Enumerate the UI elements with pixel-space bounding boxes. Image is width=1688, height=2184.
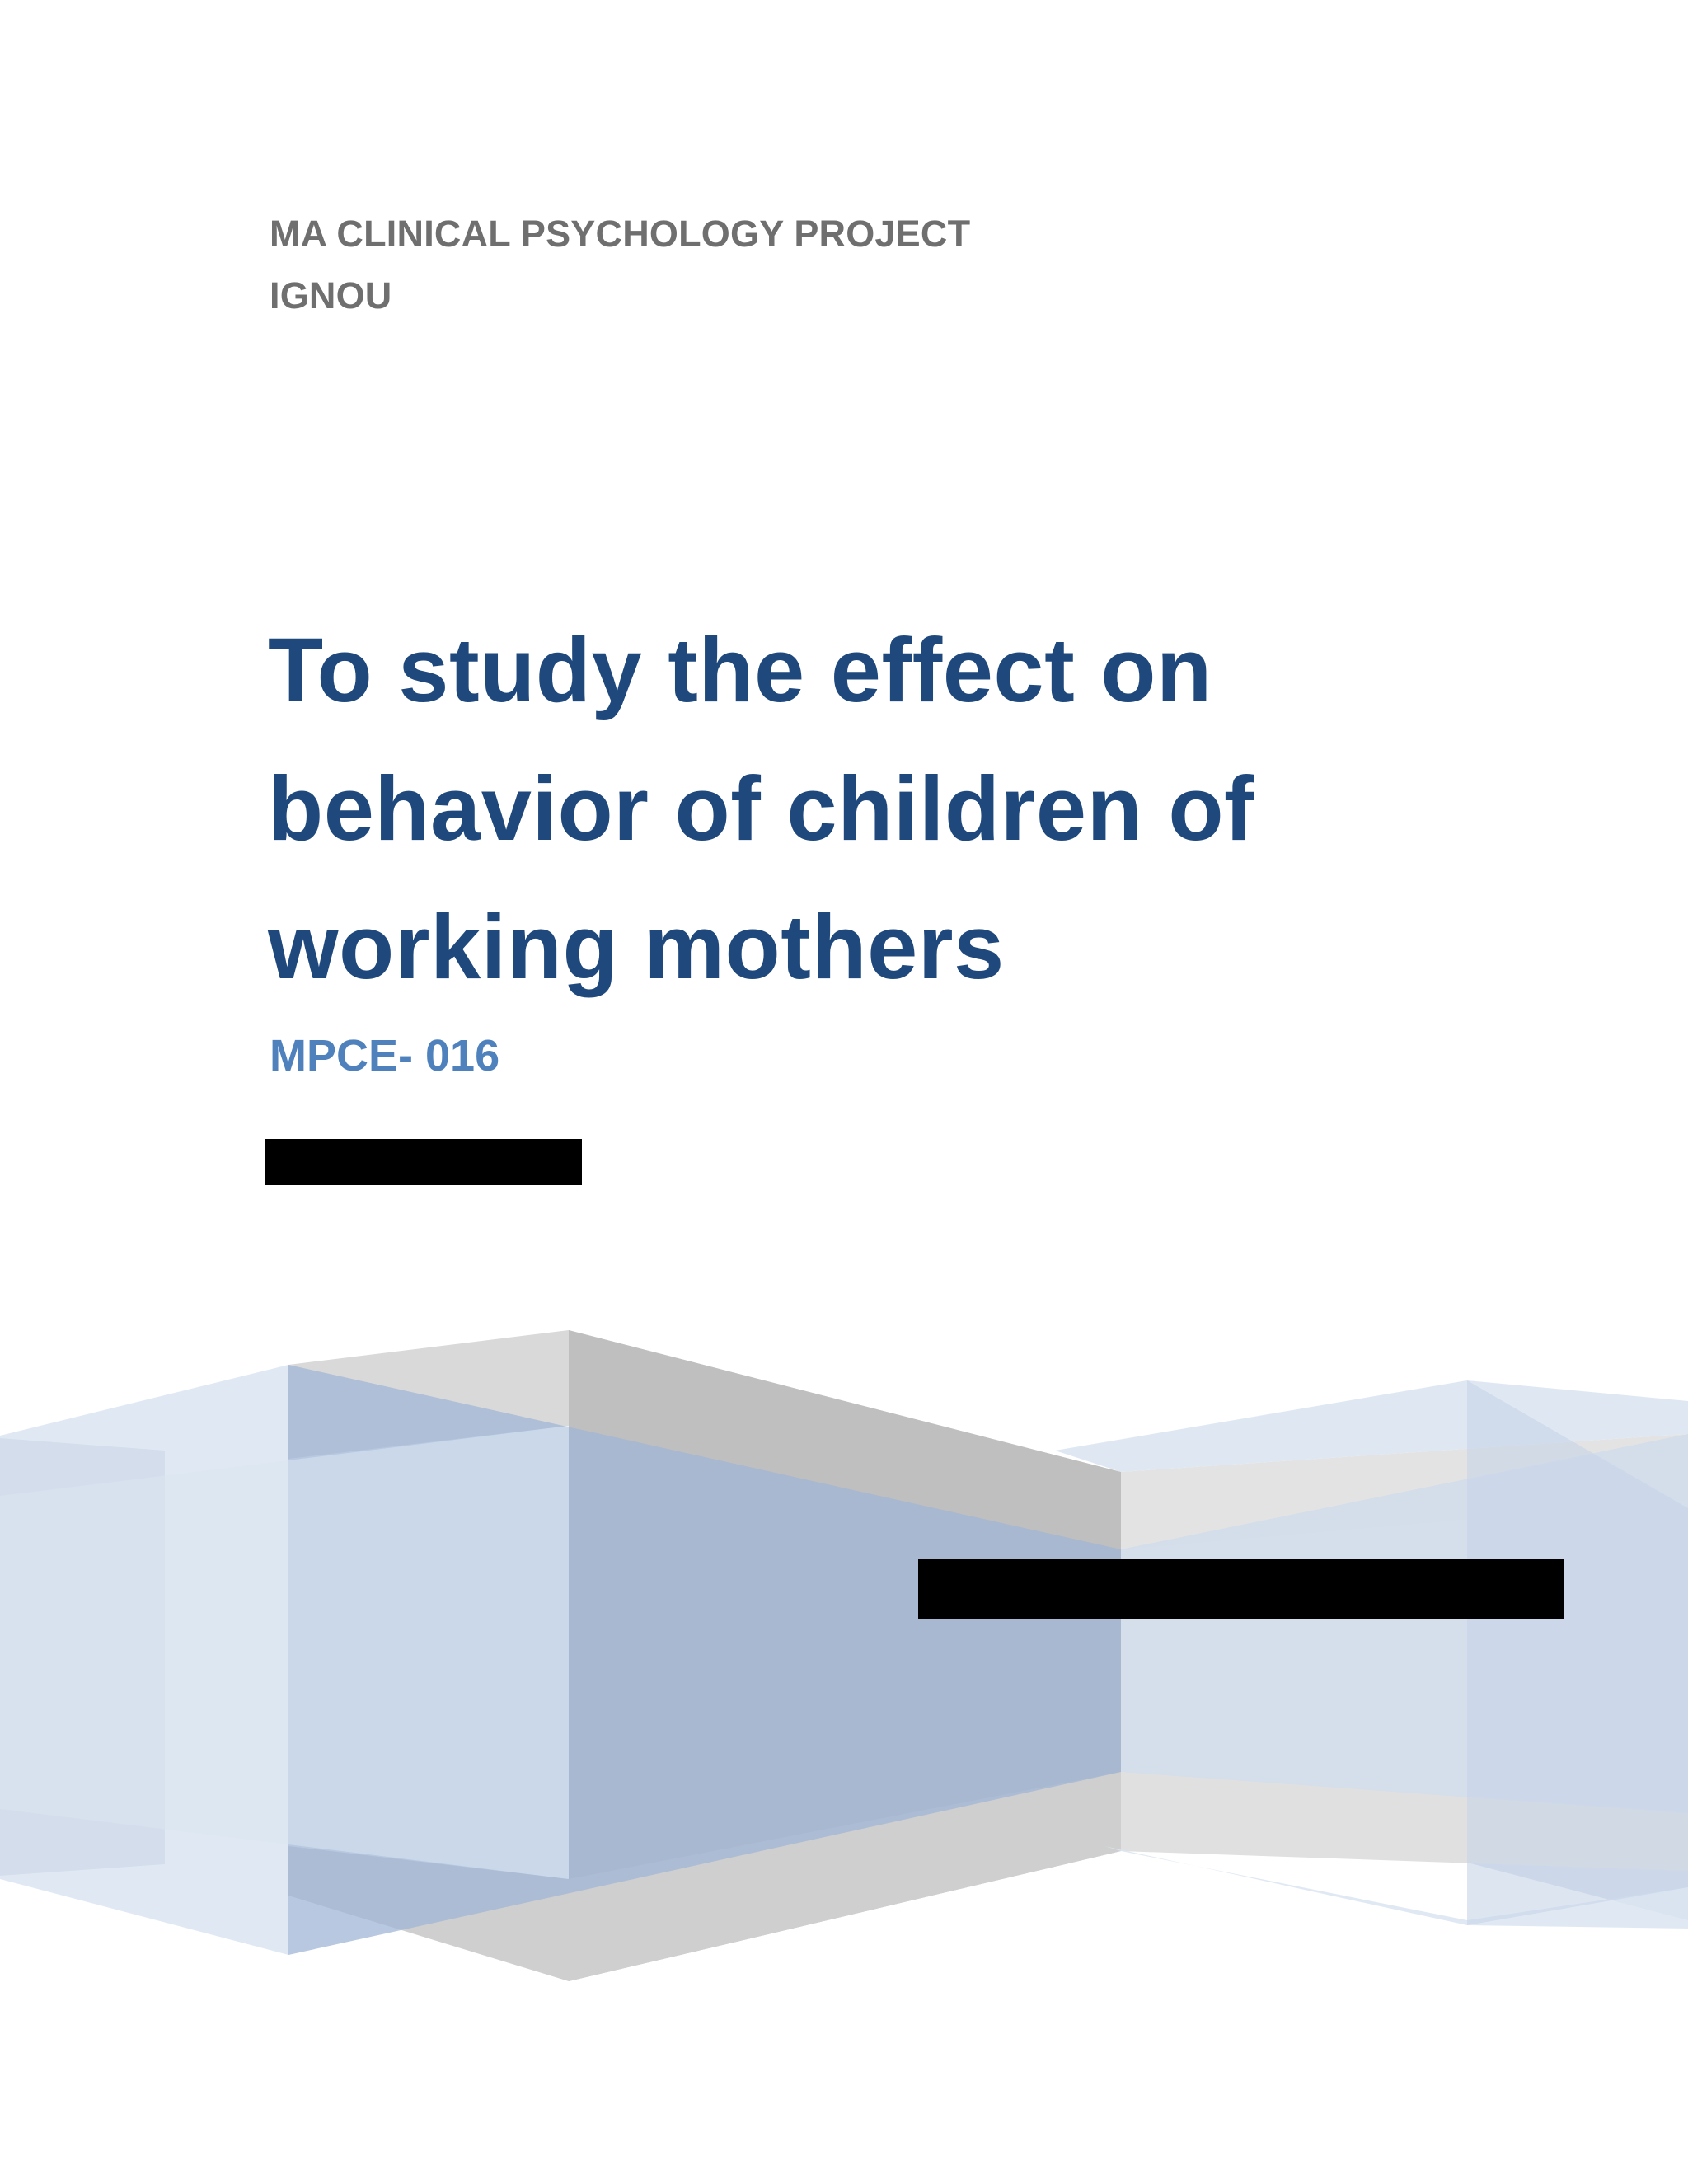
course-code: MPCE- 016 <box>270 1031 500 1080</box>
decorative-cover-graphic <box>0 1310 1688 2003</box>
redacted-author-bar <box>265 1139 582 1185</box>
program-title: MA CLINICAL PSYCHOLOGY PROJECT <box>270 213 971 255</box>
document-title-line: To study the effect on <box>268 620 1212 721</box>
document-title-line: behavior of children of <box>268 758 1255 860</box>
graphic-blue-overlay-left <box>0 1426 569 1879</box>
document-title-line: working mothers <box>268 897 1005 998</box>
redacted-submitter-bar <box>918 1559 1564 1619</box>
university-name: IGNOU <box>270 274 392 316</box>
